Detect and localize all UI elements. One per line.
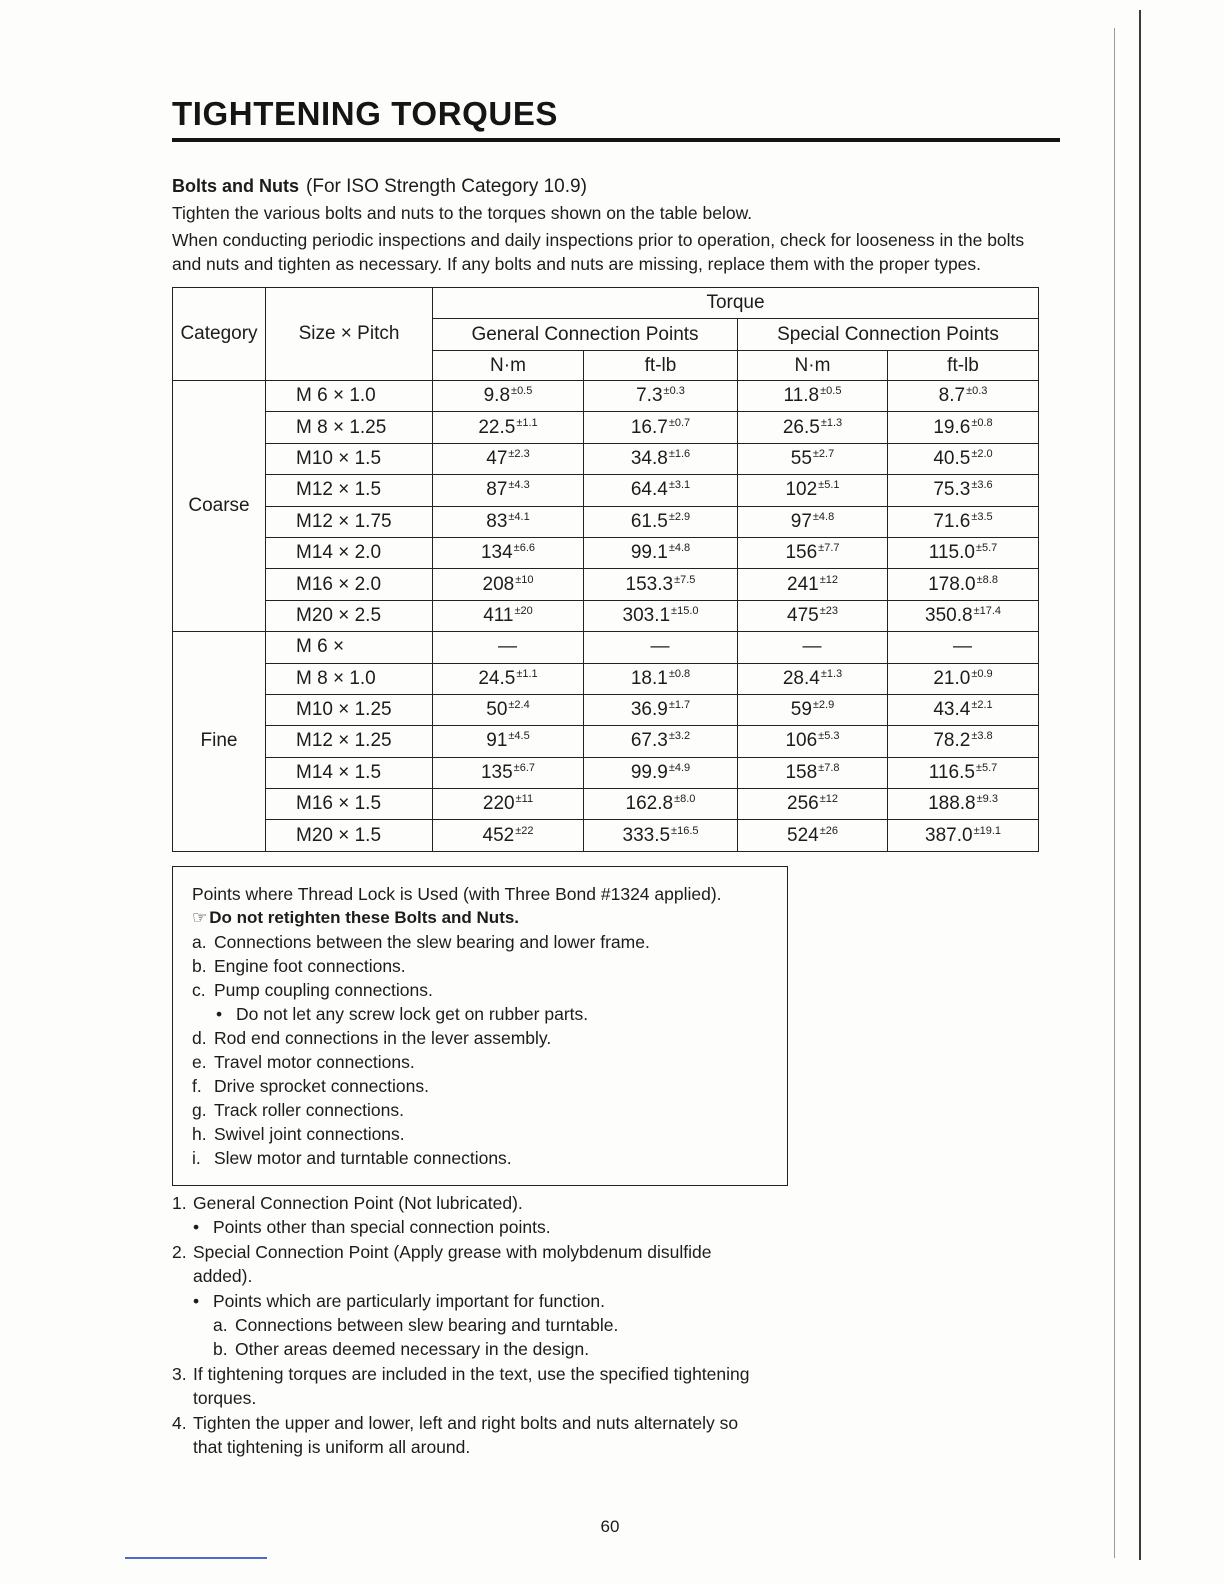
torque-tolerance: ±1.1 bbox=[516, 416, 538, 429]
torque-table bbox=[172, 287, 1039, 852]
torque-tolerance: ±4.8 bbox=[812, 510, 835, 523]
torque-value: 64.4 bbox=[630, 479, 668, 501]
torque-tolerance: ±3.5 bbox=[971, 510, 993, 523]
torque-tolerance: ±6.7 bbox=[513, 761, 536, 774]
torque-value: 116.5 bbox=[928, 761, 975, 783]
torque-tolerance: ±0.5 bbox=[820, 385, 842, 398]
torque-value-cell bbox=[888, 475, 1039, 506]
item-label: d. bbox=[192, 1028, 207, 1048]
torque-tolerance: ±5.7 bbox=[975, 761, 998, 774]
torque-value-cell bbox=[888, 632, 1039, 663]
torque-value-cell bbox=[738, 694, 888, 725]
torque-value-cell bbox=[584, 694, 738, 725]
torque-tolerance: ±3.2 bbox=[668, 730, 691, 743]
table-row bbox=[173, 632, 1039, 663]
torque-value: 97 bbox=[790, 510, 812, 532]
torque-value: 78.2 bbox=[933, 730, 971, 752]
torque-value: 156 bbox=[785, 542, 818, 564]
torque-value-cell bbox=[888, 506, 1039, 537]
torque-value-cell bbox=[888, 663, 1039, 694]
note-text: Tighten the upper and lower, left and right bolts and nuts alternately so bbox=[193, 1412, 739, 1433]
torque-value-cell bbox=[888, 600, 1039, 631]
item-text: Track roller connections. bbox=[214, 1100, 404, 1120]
torque-tolerance: ±1.3 bbox=[820, 416, 843, 429]
item-label: h. bbox=[192, 1124, 207, 1144]
table-row bbox=[173, 569, 1039, 600]
note-text: Special Connection Point (Apply grease with molybdenum disulfide bbox=[193, 1241, 712, 1262]
header-size-pitch: Size × Pitch bbox=[266, 288, 433, 381]
torque-tolerance: ±8.0 bbox=[674, 793, 696, 806]
list-item bbox=[192, 978, 787, 1002]
note-number: 1. bbox=[172, 1193, 187, 1213]
torque-value: 135 bbox=[480, 761, 513, 783]
torque-value-cell bbox=[584, 600, 738, 631]
size-pitch-cell: M 8 × 1.0 bbox=[266, 663, 433, 694]
torque-value-cell bbox=[433, 412, 584, 443]
torque-tolerance: ±0.5 bbox=[511, 385, 533, 398]
torque-value-cell bbox=[433, 757, 584, 788]
torque-value: 36.9 bbox=[630, 699, 668, 721]
list-item bbox=[192, 1146, 787, 1170]
bullet-icon bbox=[193, 1215, 213, 1239]
torque-tolerance: ±2.1 bbox=[971, 699, 993, 712]
table-row bbox=[173, 381, 1039, 412]
torque-value: 241 bbox=[787, 573, 819, 595]
header-category: Category bbox=[173, 288, 266, 381]
size-pitch-cell: M10 × 1.25 bbox=[266, 694, 433, 725]
torque-tolerance: ±19.1 bbox=[973, 824, 1002, 837]
note-text: Other areas deemed necessary in the design. bbox=[235, 1339, 590, 1360]
torque-tolerance: ±7.5 bbox=[674, 573, 696, 586]
item-text: Pump coupling connections. bbox=[214, 980, 433, 1000]
torque-value: 18.1 bbox=[630, 667, 668, 689]
torque-value-cell bbox=[888, 726, 1039, 757]
section-heading bbox=[172, 174, 587, 200]
torque-tolerance: ±2.4 bbox=[508, 699, 530, 712]
torque-value-cell bbox=[584, 569, 738, 600]
torque-value: 26.5 bbox=[782, 416, 820, 438]
note-continuation: torques. bbox=[193, 1388, 257, 1409]
torque-tolerance: ±3.8 bbox=[971, 730, 993, 743]
list-item bbox=[192, 1098, 787, 1122]
table-row bbox=[173, 537, 1039, 568]
note-sub-item bbox=[172, 1313, 749, 1337]
size-pitch-cell: M12 × 1.25 bbox=[266, 726, 433, 757]
torque-value-cell bbox=[433, 569, 584, 600]
item-text: Rod end connections in the lever assembly. bbox=[214, 1028, 552, 1048]
list-item bbox=[192, 1122, 787, 1146]
torque-tolerance: ±0.9 bbox=[971, 667, 993, 680]
torque-value: 19.6 bbox=[933, 416, 971, 438]
torque-value: 55 bbox=[790, 447, 812, 469]
torque-tolerance: ±26 bbox=[819, 824, 838, 837]
torque-value: 256 bbox=[787, 793, 819, 815]
torque-value-cell bbox=[584, 757, 738, 788]
torque-value: 59 bbox=[790, 699, 812, 721]
torque-value: 83 bbox=[486, 510, 508, 532]
table-row bbox=[173, 757, 1039, 788]
notes-list bbox=[172, 1191, 749, 1459]
torque-value-cell bbox=[584, 789, 738, 820]
note-item bbox=[172, 1362, 749, 1386]
torque-value: 158 bbox=[785, 761, 818, 783]
size-pitch-cell: M20 × 1.5 bbox=[266, 820, 433, 851]
torque-value-cell bbox=[584, 412, 738, 443]
torque-value-cell bbox=[433, 820, 584, 851]
torque-value: 333.5 bbox=[622, 824, 671, 846]
torque-value: 411 bbox=[483, 604, 514, 626]
torque-value: 134 bbox=[480, 542, 513, 564]
table-row bbox=[173, 726, 1039, 757]
torque-tolerance: ±12 bbox=[819, 573, 838, 586]
note-text: General Connection Point (Not lubricated). bbox=[193, 1193, 523, 1213]
item-text: Engine foot connections. bbox=[214, 956, 406, 976]
torque-tolerance: ±12 bbox=[819, 793, 838, 806]
torque-tolerance: ±4.3 bbox=[508, 479, 530, 492]
torque-tolerance: ±5.1 bbox=[818, 479, 840, 492]
torque-value: — bbox=[498, 636, 517, 658]
torque-tolerance: ±3.1 bbox=[668, 479, 691, 492]
torque-value: 387.0 bbox=[925, 824, 973, 846]
torque-value: 102 bbox=[785, 479, 818, 501]
item-label: c. bbox=[192, 980, 206, 1000]
torque-value-cell bbox=[738, 569, 888, 600]
torque-value: 220 bbox=[482, 793, 515, 815]
list-item bbox=[192, 1026, 787, 1050]
note-continuation: that tightening is uniform all around. bbox=[193, 1437, 471, 1458]
item-text: Slew motor and turntable connections. bbox=[214, 1148, 512, 1168]
torque-tolerance: ±2.9 bbox=[812, 699, 835, 712]
header-general-connection: General Connection Points bbox=[433, 319, 738, 351]
item-label: e. bbox=[192, 1052, 207, 1072]
torque-value-cell bbox=[738, 600, 888, 631]
torque-tolerance: ±0.3 bbox=[663, 385, 685, 398]
torque-value: 24.5 bbox=[478, 667, 516, 689]
torque-tolerance: ±10 bbox=[515, 573, 534, 586]
torque-value-cell bbox=[888, 412, 1039, 443]
size-pitch-cell: M12 × 1.5 bbox=[266, 475, 433, 506]
item-label: b. bbox=[192, 956, 207, 976]
torque-value: 350.8 bbox=[925, 604, 973, 626]
table-row bbox=[173, 412, 1039, 443]
note-bullet bbox=[172, 1289, 749, 1313]
size-pitch-cell: M14 × 1.5 bbox=[266, 757, 433, 788]
margin-mark bbox=[125, 1557, 267, 1559]
torque-value-cell bbox=[584, 726, 738, 757]
torque-value: 153.3 bbox=[625, 573, 674, 595]
torque-value-cell bbox=[433, 632, 584, 663]
list-item bbox=[192, 954, 787, 978]
torque-value: 475 bbox=[787, 604, 819, 626]
warning-text: Do not retighten these Bolts and Nuts. bbox=[209, 908, 520, 927]
torque-value-cell bbox=[433, 537, 584, 568]
torque-value: 87 bbox=[486, 479, 508, 501]
item-text: Connections between the slew bearing and lower frame. bbox=[214, 932, 650, 952]
torque-value-cell bbox=[584, 506, 738, 537]
header-unit-ftlb: ft-lb bbox=[584, 351, 738, 381]
torque-tolerance: ±1.3 bbox=[820, 667, 843, 680]
torque-value: 11.8 bbox=[783, 385, 820, 407]
torque-value-cell bbox=[584, 475, 738, 506]
note-text: Points other than special connection points. bbox=[213, 1217, 551, 1238]
torque-tolerance: ±0.8 bbox=[668, 667, 691, 680]
header-special-connection: Special Connection Points bbox=[738, 319, 1039, 351]
torque-value-cell bbox=[433, 694, 584, 725]
torque-value-cell bbox=[584, 663, 738, 694]
torque-value: 8.7 bbox=[938, 385, 966, 407]
page-number: 60 bbox=[600, 1517, 620, 1536]
torque-value-cell bbox=[738, 726, 888, 757]
size-pitch-cell: M16 × 2.0 bbox=[266, 569, 433, 600]
torque-value-cell bbox=[433, 475, 584, 506]
torque-value: 452 bbox=[482, 824, 515, 846]
page-title: TIGHTENING TORQUES bbox=[172, 95, 559, 132]
torque-tolerance: ±0.3 bbox=[966, 385, 988, 398]
torque-value-cell bbox=[584, 443, 738, 474]
torque-tolerance: ±3.6 bbox=[971, 479, 993, 492]
torque-value-cell bbox=[584, 381, 738, 412]
torque-value-cell bbox=[888, 569, 1039, 600]
size-pitch-cell: M 8 × 1.25 bbox=[266, 412, 433, 443]
binding-edge-line bbox=[1139, 10, 1141, 1560]
torque-value-cell bbox=[584, 632, 738, 663]
table-row bbox=[173, 475, 1039, 506]
size-pitch-cell: M10 × 1.5 bbox=[266, 443, 433, 474]
torque-value: 34.8 bbox=[630, 447, 668, 469]
torque-value: — bbox=[953, 636, 973, 658]
torque-value-cell bbox=[738, 381, 888, 412]
torque-tolerance: ±0.7 bbox=[668, 416, 691, 429]
torque-value: 28.4 bbox=[782, 667, 820, 689]
intro-line: Tighten the various bolts and nuts to the torques shown on the table below. bbox=[172, 203, 753, 223]
size-pitch-cell: M20 × 2.5 bbox=[266, 600, 433, 631]
torque-value: 99.1 bbox=[630, 542, 668, 564]
torque-tolerance: ±6.6 bbox=[513, 542, 536, 555]
size-pitch-cell: M16 × 1.5 bbox=[266, 789, 433, 820]
torque-value: 91 bbox=[486, 730, 508, 752]
note-item bbox=[172, 1240, 749, 1264]
torque-tolerance: ±5.3 bbox=[818, 730, 840, 743]
table-row bbox=[173, 506, 1039, 537]
item-label: g. bbox=[192, 1100, 207, 1120]
torque-value-cell bbox=[888, 537, 1039, 568]
pointing-hand-icon bbox=[192, 906, 209, 930]
torque-value: 22.5 bbox=[478, 416, 516, 438]
torque-tolerance: ±1.7 bbox=[668, 699, 691, 712]
torque-value-cell bbox=[433, 600, 584, 631]
item-label: i. bbox=[192, 1148, 201, 1168]
torque-tolerance: ±11 bbox=[515, 793, 534, 806]
category-cell: Coarse bbox=[173, 381, 266, 632]
size-pitch-cell: M 6 × 1.0 bbox=[266, 381, 433, 412]
torque-tolerance: ±15.0 bbox=[671, 604, 699, 617]
bullet-icon bbox=[216, 1002, 236, 1026]
torque-value-cell bbox=[433, 381, 584, 412]
torque-value: 188.8 bbox=[928, 793, 976, 815]
torque-value-cell bbox=[433, 726, 584, 757]
section-subtitle: (For ISO Strength Category 10.9) bbox=[306, 176, 587, 197]
torque-value: 524 bbox=[787, 824, 819, 846]
note-text: Points which are particularly important for function. bbox=[213, 1290, 605, 1311]
torque-value-cell bbox=[888, 789, 1039, 820]
torque-value: 40.5 bbox=[933, 447, 971, 469]
torque-value: 67.3 bbox=[630, 730, 668, 752]
torque-value-cell bbox=[888, 820, 1039, 851]
torque-value: 43.4 bbox=[933, 699, 971, 721]
torque-value: 178.0 bbox=[928, 573, 976, 595]
torque-value-cell bbox=[738, 757, 888, 788]
torque-value: 162.8 bbox=[625, 793, 674, 815]
torque-tolerance: ±0.8 bbox=[971, 416, 993, 429]
torque-value-cell bbox=[433, 506, 584, 537]
item-text: Swivel joint connections. bbox=[214, 1124, 405, 1144]
torque-value-cell bbox=[738, 789, 888, 820]
torque-value-cell bbox=[738, 443, 888, 474]
torque-value-cell bbox=[738, 537, 888, 568]
torque-tolerance: ±2.0 bbox=[971, 447, 993, 460]
item-label: f. bbox=[192, 1076, 202, 1096]
torque-tolerance: ±8.8 bbox=[976, 573, 998, 586]
torque-value-cell bbox=[738, 820, 888, 851]
torque-value-cell bbox=[738, 663, 888, 694]
torque-value-cell bbox=[738, 412, 888, 443]
torque-value: — bbox=[650, 636, 670, 658]
torque-tolerance: ±7.8 bbox=[818, 761, 840, 774]
torque-tolerance: ±20 bbox=[514, 604, 533, 617]
binding-edge-line bbox=[1114, 28, 1115, 1558]
bullet-icon bbox=[193, 1289, 213, 1313]
header-unit-nm: N·m bbox=[433, 351, 584, 381]
note-item bbox=[172, 1191, 749, 1215]
torque-value-cell bbox=[888, 381, 1039, 412]
torque-tolerance: ±4.1 bbox=[508, 510, 530, 523]
intro-line: and nuts and tighten as necessary. If any bolts and nuts are missing, replace them with the proper types. bbox=[172, 254, 982, 274]
torque-tolerance: ±17.4 bbox=[973, 604, 1002, 617]
note-number: 4. bbox=[172, 1412, 187, 1433]
header-unit-nm: N·m bbox=[738, 351, 888, 381]
table-header-row bbox=[173, 288, 1039, 319]
torque-value-cell bbox=[584, 537, 738, 568]
torque-tolerance: ±2.3 bbox=[508, 447, 530, 460]
torque-tolerance: ±22 bbox=[515, 824, 534, 837]
torque-value: 9.8 bbox=[483, 385, 511, 407]
note-number: 3. bbox=[172, 1363, 187, 1384]
note-number: 2. bbox=[172, 1241, 187, 1262]
torque-tolerance: ±7.7 bbox=[818, 542, 840, 555]
table-row bbox=[173, 443, 1039, 474]
note-bullet bbox=[172, 1215, 749, 1239]
torque-tolerance: ±16.5 bbox=[671, 824, 699, 837]
torque-value: 16.7 bbox=[630, 416, 668, 438]
torque-tolerance: ±1.6 bbox=[668, 447, 691, 460]
torque-value: 50 bbox=[486, 699, 508, 721]
torque-value-cell bbox=[888, 694, 1039, 725]
item-text: Travel motor connections. bbox=[214, 1052, 415, 1072]
torque-tolerance: ±2.9 bbox=[668, 510, 691, 523]
thread-lock-box bbox=[172, 866, 788, 1186]
intro-line: When conducting periodic inspections and daily inspections prior to operation, check for looseness in the bolts bbox=[172, 230, 1025, 250]
header-torque: Torque bbox=[433, 288, 1039, 319]
torque-value: 75.3 bbox=[933, 479, 971, 501]
title-rule bbox=[172, 138, 1060, 142]
note-text: Connections between slew bearing and turntable. bbox=[235, 1315, 619, 1336]
torque-value: 71.6 bbox=[933, 510, 971, 532]
torque-value-cell bbox=[584, 820, 738, 851]
torque-value: — bbox=[802, 636, 822, 658]
note-item bbox=[172, 1411, 749, 1435]
torque-value-cell bbox=[433, 663, 584, 694]
thread-lock-intro: Points where Thread Lock is Used (with Three Bond #1324 applied). bbox=[192, 884, 722, 904]
torque-tolerance: ±4.9 bbox=[668, 761, 691, 774]
torque-tolerance: ±23 bbox=[819, 604, 838, 617]
torque-value: 208 bbox=[482, 573, 515, 595]
torque-value: 7.3 bbox=[636, 385, 663, 407]
table-row bbox=[173, 789, 1039, 820]
torque-value: 106 bbox=[785, 730, 818, 752]
torque-tolerance: ±1.1 bbox=[516, 667, 538, 680]
list-item bbox=[192, 1074, 787, 1098]
torque-value: 115.0 bbox=[928, 542, 975, 564]
table-row bbox=[173, 820, 1039, 851]
item-label: a. bbox=[213, 1315, 228, 1336]
torque-tolerance: ±2.7 bbox=[812, 447, 835, 460]
section-title: Bolts and Nuts bbox=[172, 176, 300, 196]
torque-value: 47 bbox=[486, 447, 508, 469]
torque-value-cell bbox=[738, 475, 888, 506]
torque-value: 21.0 bbox=[933, 667, 971, 689]
table-row bbox=[173, 600, 1039, 631]
torque-value-cell bbox=[738, 506, 888, 537]
table-row bbox=[173, 663, 1039, 694]
torque-value-cell bbox=[888, 443, 1039, 474]
note-continuation: added). bbox=[193, 1266, 253, 1287]
torque-tolerance: ±4.5 bbox=[508, 730, 530, 743]
note-sub-item bbox=[172, 1337, 749, 1361]
warning-line bbox=[192, 906, 787, 930]
torque-value: 303.1 bbox=[622, 604, 671, 626]
item-label: b. bbox=[213, 1339, 228, 1360]
torque-value-cell bbox=[433, 789, 584, 820]
torque-value-cell bbox=[738, 632, 888, 663]
torque-value: 61.5 bbox=[630, 510, 668, 532]
note-text: If tightening torques are included in the text, use the specified tightening bbox=[193, 1363, 750, 1384]
torque-tolerance: ±4.8 bbox=[668, 542, 691, 555]
item-text: Do not let any screw lock get on rubber parts. bbox=[236, 1004, 589, 1024]
category-cell: Fine bbox=[173, 632, 266, 852]
list-item bbox=[192, 1050, 787, 1074]
item-text: Drive sprocket connections. bbox=[214, 1076, 429, 1096]
sub-bullet-item bbox=[192, 1002, 787, 1026]
torque-value: 99.9 bbox=[630, 761, 668, 783]
torque-tolerance: ±5.7 bbox=[975, 542, 998, 555]
list-item bbox=[192, 930, 787, 954]
size-pitch-cell: M14 × 2.0 bbox=[266, 537, 433, 568]
item-label: a. bbox=[192, 932, 207, 952]
size-pitch-cell: M12 × 1.75 bbox=[266, 506, 433, 537]
size-pitch-cell: M 6 × bbox=[266, 632, 433, 663]
torque-tolerance: ±9.3 bbox=[976, 793, 998, 806]
torque-value-cell bbox=[888, 757, 1039, 788]
torque-value-cell bbox=[433, 443, 584, 474]
header-unit-ftlb: ft-lb bbox=[888, 351, 1039, 381]
table-row bbox=[173, 694, 1039, 725]
table-body bbox=[173, 381, 1039, 852]
